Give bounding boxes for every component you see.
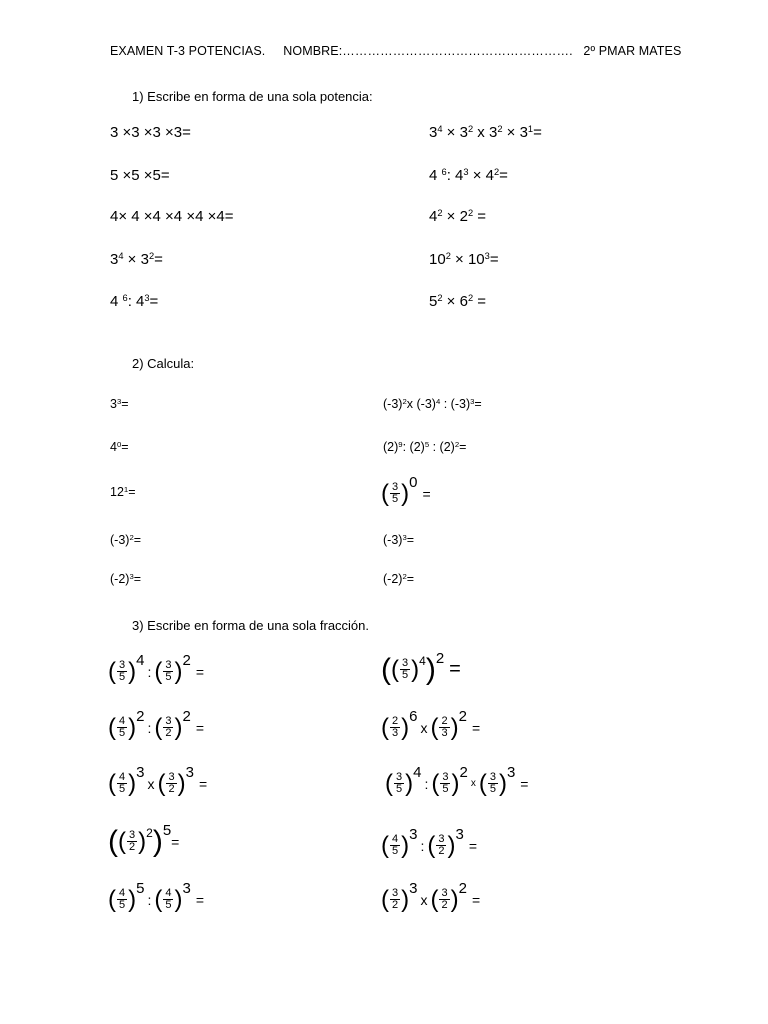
parenthesis: ): [138, 827, 147, 855]
denominator: 2: [441, 899, 448, 912]
s2-left-expr-5: $(-2)^3=$: [110, 571, 142, 586]
parenthesis: (: [108, 713, 116, 741]
numerator: 3: [402, 656, 409, 669]
numerator: 3: [129, 828, 136, 841]
parenthesis: (: [108, 769, 116, 797]
parenthesis: ): [174, 657, 183, 685]
equals-sign: =: [198, 775, 208, 792]
exponent: 3: [185, 764, 194, 781]
exponent: 4: [413, 764, 422, 781]
parenthesis: (: [157, 769, 166, 797]
equals-sign: =: [195, 719, 205, 736]
parenthesis: ): [450, 713, 459, 741]
denominator: 5: [119, 899, 126, 912]
parenthesis: ): [128, 657, 137, 685]
parenthesis: (: [381, 831, 389, 859]
student-name-field[interactable]: NOMBRE:……………………………………………….: [283, 44, 573, 58]
exponent: 3: [144, 292, 150, 303]
equals-sign: =: [195, 663, 205, 680]
denominator: 5: [396, 783, 403, 796]
parenthesis: ): [128, 885, 137, 913]
exponent: 3: [455, 826, 464, 843]
exponent: 4: [136, 652, 145, 669]
s1-left-expr-2: 5 ×5 ×5=: [110, 167, 170, 184]
equals-sign: =: [422, 485, 431, 502]
exponent: 2: [435, 650, 445, 667]
fraction: [390, 716, 400, 740]
s1-left-expr-1: 3 ×3 ×3 ×3=: [110, 124, 191, 141]
exponent: 2: [458, 880, 467, 897]
s2-right-expr-1: $(-3)^2x$ $(-3)^4$ : $(-3)^3=$: [383, 396, 482, 411]
operator: x: [420, 891, 428, 908]
exponent: 0: [409, 474, 418, 491]
parenthesis: ): [401, 885, 410, 913]
fraction: [390, 482, 400, 506]
denominator: 3: [441, 727, 448, 740]
equals-sign: =: [171, 833, 180, 850]
s2-right-expr-4: $(-3)^3=$: [383, 532, 415, 547]
parenthesis: ): [177, 769, 186, 797]
parenthesis: ): [401, 713, 410, 741]
denominator: 5: [165, 671, 172, 684]
denominator: 5: [442, 783, 449, 796]
s3-left-expr-5: [108, 880, 204, 914]
parenthesis: (: [154, 885, 163, 913]
s1-left-expr-5: 4 $^6$: $4^3=$: [110, 292, 159, 310]
exponent: 1: [123, 484, 129, 494]
equals-sign: =: [520, 775, 529, 792]
exponent: 2: [136, 708, 145, 725]
parenthesis: (: [108, 657, 116, 685]
operator: :: [420, 837, 425, 854]
exponent: 5: [136, 880, 145, 897]
denominator: 2: [165, 727, 172, 740]
s2-left-expr-3: $12^1=$: [110, 484, 136, 499]
s2-left-expr-1: $3^3=$: [110, 396, 129, 411]
exponent: 2: [467, 123, 474, 134]
s3-right-expr-4: [381, 826, 477, 860]
s2-left-expr-4: $(-3)^2=$: [110, 532, 142, 547]
operator: x: [470, 778, 476, 790]
parenthesis: (: [430, 885, 439, 913]
s1-right-expr-2: 4 $^6$: $4^3 \times 4^2=$: [429, 166, 508, 184]
parenthesis: ): [401, 479, 410, 507]
operator: x: [147, 775, 155, 792]
exponent: 3: [506, 764, 516, 781]
denominator: 2: [392, 899, 399, 912]
s2-left-expr-2: $4^0=$: [110, 439, 129, 454]
exponent: 2: [445, 250, 451, 261]
equals-sign: =: [195, 891, 205, 908]
exponent: 2: [467, 207, 474, 218]
operator: :: [147, 663, 152, 680]
parenthesis: (: [391, 655, 399, 683]
exponent: 2: [459, 764, 468, 781]
numerator: 4: [165, 886, 172, 899]
operator: :: [147, 719, 152, 736]
exam-title: EXAMEN T-3 POTENCIAS.: [110, 44, 266, 58]
s2-right-expr-3: [381, 474, 431, 508]
numerator: 3: [438, 832, 445, 845]
fraction: [394, 772, 404, 796]
fraction: [390, 834, 400, 858]
parenthesis: (: [154, 657, 163, 685]
fraction: [440, 772, 450, 796]
parenthesis: ): [128, 769, 137, 797]
equals-sign: =: [471, 891, 481, 908]
numerator: 4: [119, 770, 126, 783]
operator: x: [420, 719, 428, 736]
equals-sign: =: [471, 719, 481, 736]
parenthesis: (: [108, 885, 116, 913]
s3-left-expr-1: [108, 652, 204, 686]
fraction: [488, 772, 498, 796]
denominator: 5: [119, 783, 126, 796]
parenthesis: (: [385, 769, 393, 797]
exponent: 2: [182, 708, 191, 725]
equals-sign: =: [449, 658, 461, 681]
parenthesis: ): [152, 824, 163, 858]
numerator: 3: [392, 886, 399, 899]
fraction: [390, 888, 400, 912]
parenthesis: (: [154, 713, 163, 741]
s3-left-expr-4: [108, 822, 179, 859]
exponent: 3: [463, 166, 469, 177]
parenthesis: (: [381, 652, 391, 686]
exponent: 2: [458, 708, 467, 725]
parenthesis: ): [451, 769, 460, 797]
s1-right-expr-5: $5^2 \times 6^2$ =: [429, 292, 487, 310]
denominator: 5: [119, 671, 126, 684]
numerator: 4: [392, 832, 399, 845]
fraction: [163, 888, 173, 912]
section2-title: 2) Calcula:: [132, 356, 195, 371]
exponent: 2: [129, 532, 134, 542]
denominator: 5: [402, 669, 409, 682]
course-label: 2º PMAR MATES: [583, 44, 682, 58]
numerator: 3: [168, 770, 175, 783]
s1-right-expr-3: $4^2 \times 2^2$ =: [429, 207, 487, 225]
exponent: 2: [493, 166, 500, 177]
denominator: 5: [489, 783, 496, 796]
exponent: 2: [146, 826, 153, 840]
fraction: [436, 834, 446, 858]
exponent: 2: [437, 292, 443, 303]
s1-right-expr-1: $3^4 \times 3^2$ x $3^2 \times 3^1=$: [429, 123, 542, 141]
numerator: 2: [392, 714, 399, 727]
parenthesis: ): [411, 655, 420, 683]
s3-left-expr-3: [108, 764, 207, 798]
fraction: [400, 658, 410, 682]
numerator: 3: [392, 480, 399, 493]
exponent: 4: [118, 250, 124, 261]
denominator: 5: [165, 899, 172, 912]
exponent: 2: [182, 652, 191, 669]
parenthesis: ): [450, 885, 459, 913]
exponent: 4: [437, 123, 443, 134]
parenthesis: (: [478, 769, 487, 797]
exponent: 2: [402, 396, 407, 406]
fraction: [439, 716, 449, 740]
parenthesis: (: [427, 831, 436, 859]
numerator: 3: [396, 770, 403, 783]
denominator: 5: [392, 493, 399, 506]
parenthesis: (: [118, 827, 126, 855]
equals-sign: =: [468, 837, 478, 854]
exponent: 2: [467, 292, 474, 303]
exponent: 2: [497, 123, 503, 134]
exponent: 3: [409, 826, 418, 843]
fraction: [439, 888, 449, 912]
parenthesis: (: [381, 885, 389, 913]
s1-left-expr-4: $3^4 \times 3^2=$: [110, 250, 163, 268]
exponent: 6: [409, 708, 418, 725]
parenthesis: (: [108, 824, 118, 858]
parenthesis: (: [381, 713, 389, 741]
numerator: 3: [165, 714, 172, 727]
exponent: 3: [182, 880, 191, 897]
exponent: 5: [162, 822, 172, 839]
exponent: 4: [419, 654, 426, 668]
denominator: 2: [129, 841, 136, 854]
denominator: 2: [438, 845, 445, 858]
s3-right-expr-5: [381, 880, 480, 914]
parenthesis: ): [405, 769, 414, 797]
numerator: 4: [119, 886, 126, 899]
denominator: 5: [119, 727, 126, 740]
s1-right-expr-4: $10^2 \times 10^3=$: [429, 250, 499, 268]
exponent: 6: [122, 292, 128, 303]
parenthesis: ): [174, 713, 183, 741]
exponent: 5: [424, 439, 430, 449]
fraction: [163, 716, 173, 740]
fraction: [163, 660, 173, 684]
exponent: 3: [116, 396, 122, 406]
parenthesis: (: [431, 769, 440, 797]
parenthesis: (: [381, 479, 389, 507]
numerator: 3: [441, 886, 448, 899]
exponent: 3: [470, 396, 475, 406]
numerator: 3: [119, 658, 126, 671]
fraction: [117, 660, 127, 684]
denominator: 5: [392, 845, 399, 858]
exponent: 3: [129, 571, 134, 581]
numerator: 3: [442, 770, 449, 783]
exponent: 0: [116, 439, 122, 449]
fraction: [166, 772, 176, 796]
exponent: 3: [409, 880, 418, 897]
exam-header: [110, 44, 681, 58]
denominator: 3: [392, 727, 399, 740]
section3-title: 3) Escribe en forma de una sola fracción.: [132, 618, 370, 633]
parenthesis: ): [498, 769, 507, 797]
fraction: [117, 716, 127, 740]
exponent: 3: [136, 764, 145, 781]
exponent: 9: [398, 439, 403, 449]
exponent: 6: [441, 166, 447, 177]
exponent: 4: [435, 396, 441, 406]
parenthesis: ): [128, 713, 137, 741]
exponent: 2: [454, 439, 460, 449]
s3-left-expr-2: [108, 708, 204, 742]
s2-right-expr-2: $(2)^9$: $(2)^5$ : $(2)^2=$: [383, 439, 467, 454]
operator: :: [424, 775, 429, 792]
parenthesis: ): [401, 831, 410, 859]
parenthesis: (: [430, 713, 439, 741]
exponent: 2: [148, 250, 155, 261]
s2-right-expr-5: $(-2)^2=$: [383, 571, 415, 586]
s3-right-expr-3: [385, 764, 528, 798]
exponent: 3: [402, 532, 407, 542]
s3-right-expr-2: [381, 708, 480, 742]
s3-right-expr-1: [381, 650, 461, 687]
exponent: 3: [484, 250, 490, 261]
parenthesis: ): [174, 885, 183, 913]
fraction: [127, 830, 137, 854]
numerator: 4: [119, 714, 126, 727]
fraction: [117, 772, 127, 796]
exponent: 2: [437, 207, 443, 218]
fraction: [117, 888, 127, 912]
operator: :: [147, 891, 152, 908]
numerator: 3: [165, 658, 172, 671]
section1-title: 1) Escribe en forma de una sola potencia:: [132, 89, 373, 104]
denominator: 2: [168, 783, 175, 796]
parenthesis: ): [447, 831, 456, 859]
numerator: 2: [441, 714, 448, 727]
numerator: 3: [489, 770, 496, 783]
exponent: 2: [402, 571, 407, 581]
exponent: 1: [527, 123, 534, 134]
s1-left-expr-3: 4× 4 ×4 ×4 ×4 ×4=: [110, 208, 234, 225]
parenthesis: ): [425, 652, 436, 686]
